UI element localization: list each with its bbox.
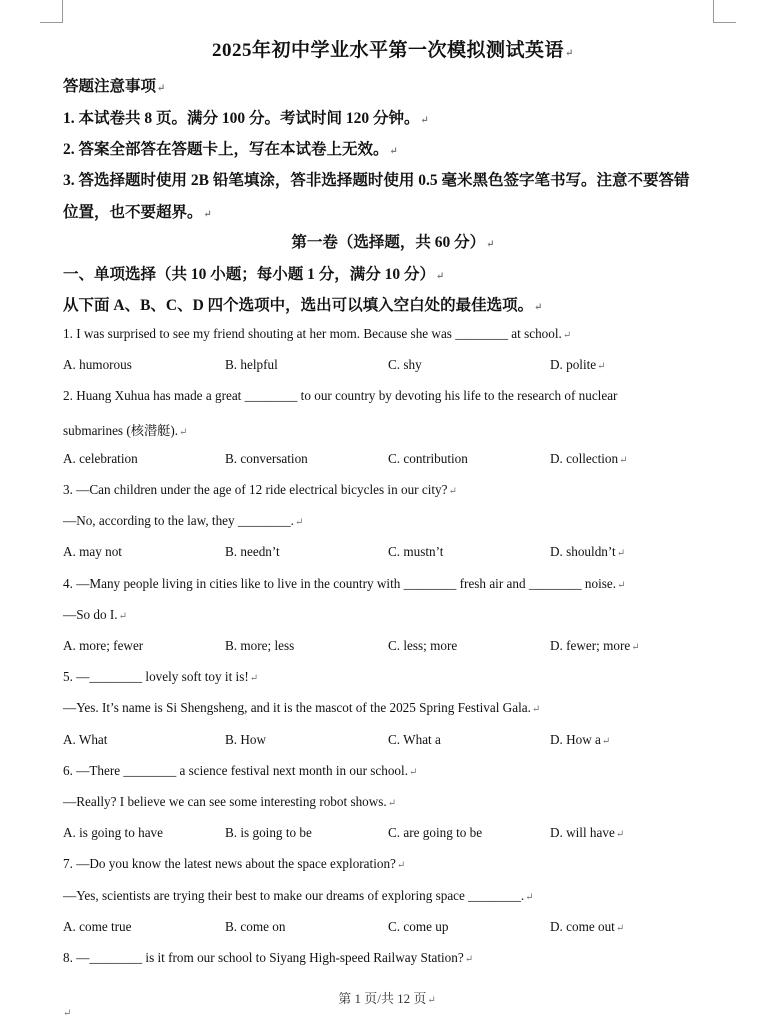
question-1-line-1: 1. I was surprised to see my friend shouting at her mom. Because she was ________ at school.↵	[63, 326, 572, 341]
question-7-option-b: B. come on	[225, 919, 286, 934]
question-4-option-b: B. more; less	[225, 638, 295, 653]
paragraph-mark: ↵	[63, 1008, 72, 1019]
section-title: 第一卷（选择题，共 60 分）↵	[291, 234, 495, 251]
question-4-line-1: 4. —Many people living in cities like to live in the country with ________ fresh air and ________ noise.↵	[63, 576, 626, 591]
crop-mark-top-right-vertical	[713, 0, 714, 22]
part-title: 一、单项选择（共 10 小题；每小题 1 分，满分 10 分）↵	[63, 266, 445, 283]
question-2-option-c: C. contribution	[388, 451, 468, 466]
question-3-option-d: D. shouldn’t↵	[550, 544, 626, 559]
crop-mark-top-left-horizontal	[40, 22, 63, 23]
question-6-option-d: D. will have↵	[550, 825, 625, 840]
question-2-line-2: submarines (核潜艇).↵	[63, 423, 188, 438]
question-3-option-a: A. may not	[63, 544, 122, 559]
question-2-line-1: 2. Huang Xuhua has made a great ________ to our country by devoting his life to the research of nuclear	[63, 388, 618, 403]
question-8-line-1: 8. —________ is it from our school to Siyang High-speed Railway Station?↵	[63, 950, 474, 965]
crop-mark-top-left-vertical	[62, 0, 63, 22]
instruction: 从下面 A、B、C、D 四个选项中，选出可以填入空白处的最佳选项。↵	[63, 297, 543, 314]
page-title: 2025年初中学业水平第一次模拟测试英语↵	[212, 40, 574, 61]
question-5-option-d: D. How a↵	[550, 732, 611, 747]
question-1-option-d: D. polite↵	[550, 357, 606, 372]
question-7-option-a: A. come true	[63, 919, 132, 934]
question-2-option-b: B. conversation	[225, 451, 308, 466]
notice-item-3-continued: 位置，也不要超界。↵	[63, 204, 212, 221]
question-6-option-a: A. is going to have	[63, 825, 163, 840]
question-1-option-c: C. shy	[388, 357, 422, 372]
question-3-line-2: —No, according to the law, they ________.↵	[63, 513, 304, 528]
page-footer: 第 1 页/共 12 页↵	[338, 991, 436, 1006]
question-6-line-2: —Really? I believe we can see some interesting robot shows.↵	[63, 794, 397, 809]
question-3-line-1: 3. —Can children under the age of 12 ride electrical bicycles in our city?↵	[63, 482, 457, 497]
notice-item-2: 2. 答案全部答在答题卡上，写在本试卷上无效。↵	[63, 141, 398, 158]
question-4-option-d: D. fewer; more↵	[550, 638, 640, 653]
question-4-option-a: A. more; fewer	[63, 638, 144, 653]
question-3-option-c: C. mustn’t	[388, 544, 444, 559]
notice-item-1: 1. 本试卷共 8 页。满分 100 分。考试时间 120 分钟。↵	[63, 110, 429, 127]
question-3-option-b: B. needn’t	[225, 544, 280, 559]
question-6-option-b: B. is going to be	[225, 825, 312, 840]
question-7-option-d: D. come out↵	[550, 919, 625, 934]
question-6-line-1: 6. —There ________ a science festival next month in our school.↵	[63, 763, 418, 778]
question-5-line-2: —Yes. It’s name is Si Shengsheng, and it is the mascot of the 2025 Spring Festival Gala.↵	[63, 700, 541, 715]
question-5-line-1: 5. —________ lovely soft toy it is!↵	[63, 669, 259, 684]
question-2-option-a: A. celebration	[63, 451, 138, 466]
question-7-line-2: —Yes, scientists are trying their best to make our dreams of exploring space ________.↵	[63, 888, 534, 903]
question-2-option-d: D. collection↵	[550, 451, 628, 466]
question-4-option-c: C. less; more	[388, 638, 458, 653]
notice-heading: 答题注意事项↵	[63, 78, 166, 95]
notice-item-3: 3. 答选择题时使用 2B 铅笔填涂，答非选择题时使用 0.5 毫米黑色签字笔书写。注意不要答错	[63, 172, 690, 189]
question-4-line-2: —So do I.↵	[63, 607, 127, 622]
question-5-option-a: A. What	[63, 732, 108, 747]
crop-mark-top-right-horizontal	[713, 22, 736, 23]
question-7-line-1: 7. —Do you know the latest news about the space exploration?↵	[63, 856, 406, 871]
question-1-option-a: A. humorous	[63, 357, 132, 372]
question-7-option-c: C. come up	[388, 919, 449, 934]
question-5-option-c: C. What a	[388, 732, 441, 747]
question-1-option-b: B. helpful	[225, 357, 278, 372]
question-6-option-c: C. are going to be	[388, 825, 483, 840]
question-5-option-b: B. How	[225, 732, 267, 747]
